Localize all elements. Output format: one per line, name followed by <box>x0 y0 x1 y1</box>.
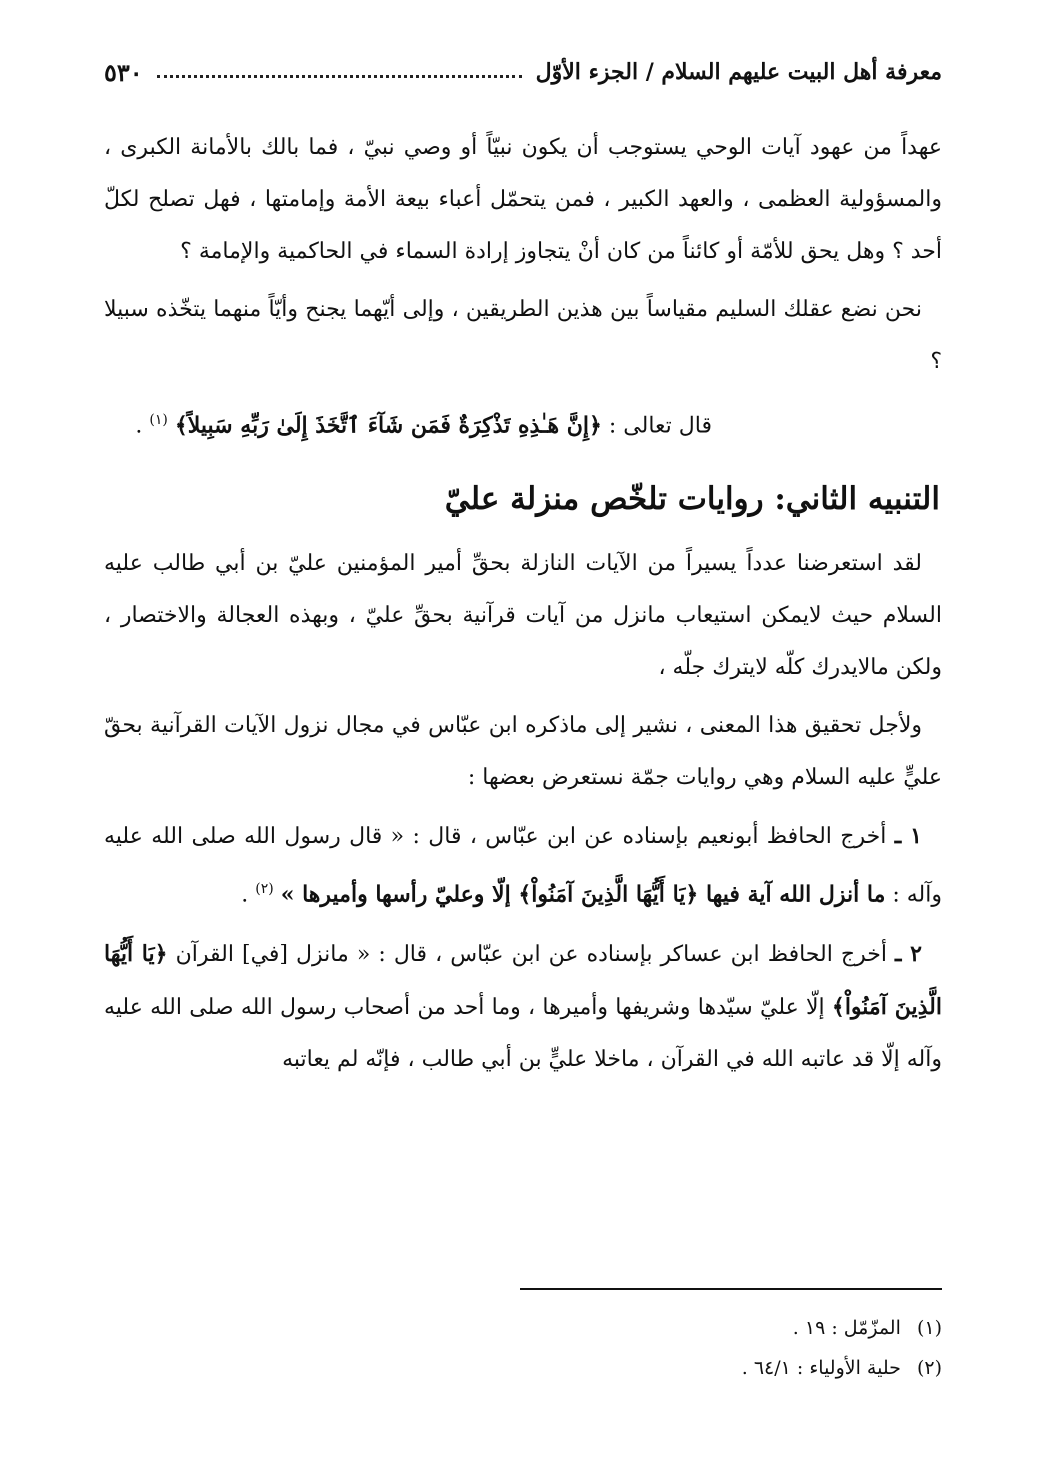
footnote-1 <box>104 1308 942 1348</box>
item-number: ٢ ـ <box>895 940 922 967</box>
item-end: . <box>241 882 249 908</box>
item-text: أخرج الحافظ أبونعيم بإسناده عن ابن عبّاس ، قال : « قال رسول الله صلى الله عليه وآله : <box>104 824 942 908</box>
header-dot-leader <box>157 75 522 78</box>
footnote-separator <box>520 1288 942 1290</box>
paragraph-2: نحن نضع عقلك السليم مقياساً بين هذين الطريقين ، وإلى أيّهما يجنح وأيّاً منهما يتخّذه سبيلا ؟ <box>104 297 942 374</box>
item-quote: ما أنزل الله آية فيها ﴿يَا أَيُّهَا الَّذِينَ آمَنُواْ﴾ إلّا وعليّ رأسها وأميرها » <box>280 881 886 908</box>
quran-verse: ﴿إِنَّ هَـٰذِهِ تَذْكِرَةٌ فَمَن شَآءَ ٱتَّخَذَ إِلَىٰ رَبِّهِ سَبِيلاً﴾ <box>174 412 602 439</box>
item-quote: ﴿يَا أَيُّهَا الَّذِينَ آمَنُواْ﴾ <box>104 940 942 1020</box>
footnotes <box>104 1308 942 1388</box>
item-text: أخرج الحافظ ابن عساكر بإسناده عن ابن عبّاس ، قال : « مانزل [في] القرآن <box>175 941 887 967</box>
paragraph-4: لقد استعرضنا عدداً يسيراً من الآيات النازلة بحقِّ أمير المؤمنين عليّ بن أبي طالب عليه السلام حيث لايمكن استيعاب مانزل من آيات قرآنية بحقِّ عليّ ، وبهذه العجالة والاختصار ، ولكن مالايدرك كلّه لايترك جلّه ، <box>104 551 942 681</box>
footnote-2 <box>104 1348 942 1388</box>
item-number: ١ ـ <box>894 823 922 850</box>
item-rest: إلّا عليّ سيّدها وشريفها وأميرها ، وما أحد من أصحاب رسول الله صلى الله عليه وآله إلّا قد عاتبه الله في القرآن ، ماخلا عليٍّ بن أبي طالب ، فإنّه لم يعاتبه <box>104 994 942 1072</box>
paragraph-1: عهداً من عهود آيات الوحي يستوجب أن يكون نبيّاً أو وصي نبيّ ، فما بالك بالأمانة الكبرى ، والمسؤولية العظمى ، والعهد الكبير ، فمن يتحمّل أعباء بيعة الأمة وإمامتها ، فهل تصلح لكلّ أحد ؟ وهل يحق للأمّة أو كائناً من كان أنْ يتجاوز إرادة السماء في الحاكمية والإمامة ؟ <box>104 135 942 264</box>
running-title: معرفة أهل البيت عليهم السلام / الجزء الأوّل <box>535 59 942 85</box>
quran-citation <box>104 394 942 452</box>
narration-item-2 <box>104 928 942 1086</box>
citation-prefix: قال تعالى : <box>608 413 712 439</box>
citation-end: . <box>135 413 143 439</box>
footnote-number: (٢) <box>916 1357 942 1379</box>
footnote-ref-1: (١) <box>149 412 168 428</box>
narration-item-1 <box>104 810 942 921</box>
footnote-number: (١) <box>916 1317 942 1339</box>
page-header <box>104 52 942 92</box>
page-body <box>104 122 942 1092</box>
section-heading: التنبيه الثاني: روايات تلخّص منزلة عليّ <box>444 481 940 518</box>
footnote-ref-2: (٢) <box>255 881 274 898</box>
footnote-text: المزّمّل : ١٩ . <box>792 1317 901 1339</box>
paragraph-5: ولأجل تحقيق هذا المعنى ، نشير إلى ماذكره ابن عبّاس في مجال نزول الآيات القرآنية بحقّ عليٍّ عليه السلام وهي روايات جمّة نستعرض بعضها : <box>104 713 942 791</box>
footnote-text: حلية الأولياء : ٦٤/١ . <box>741 1357 901 1379</box>
page-number: ٥٣٠ <box>104 57 143 87</box>
